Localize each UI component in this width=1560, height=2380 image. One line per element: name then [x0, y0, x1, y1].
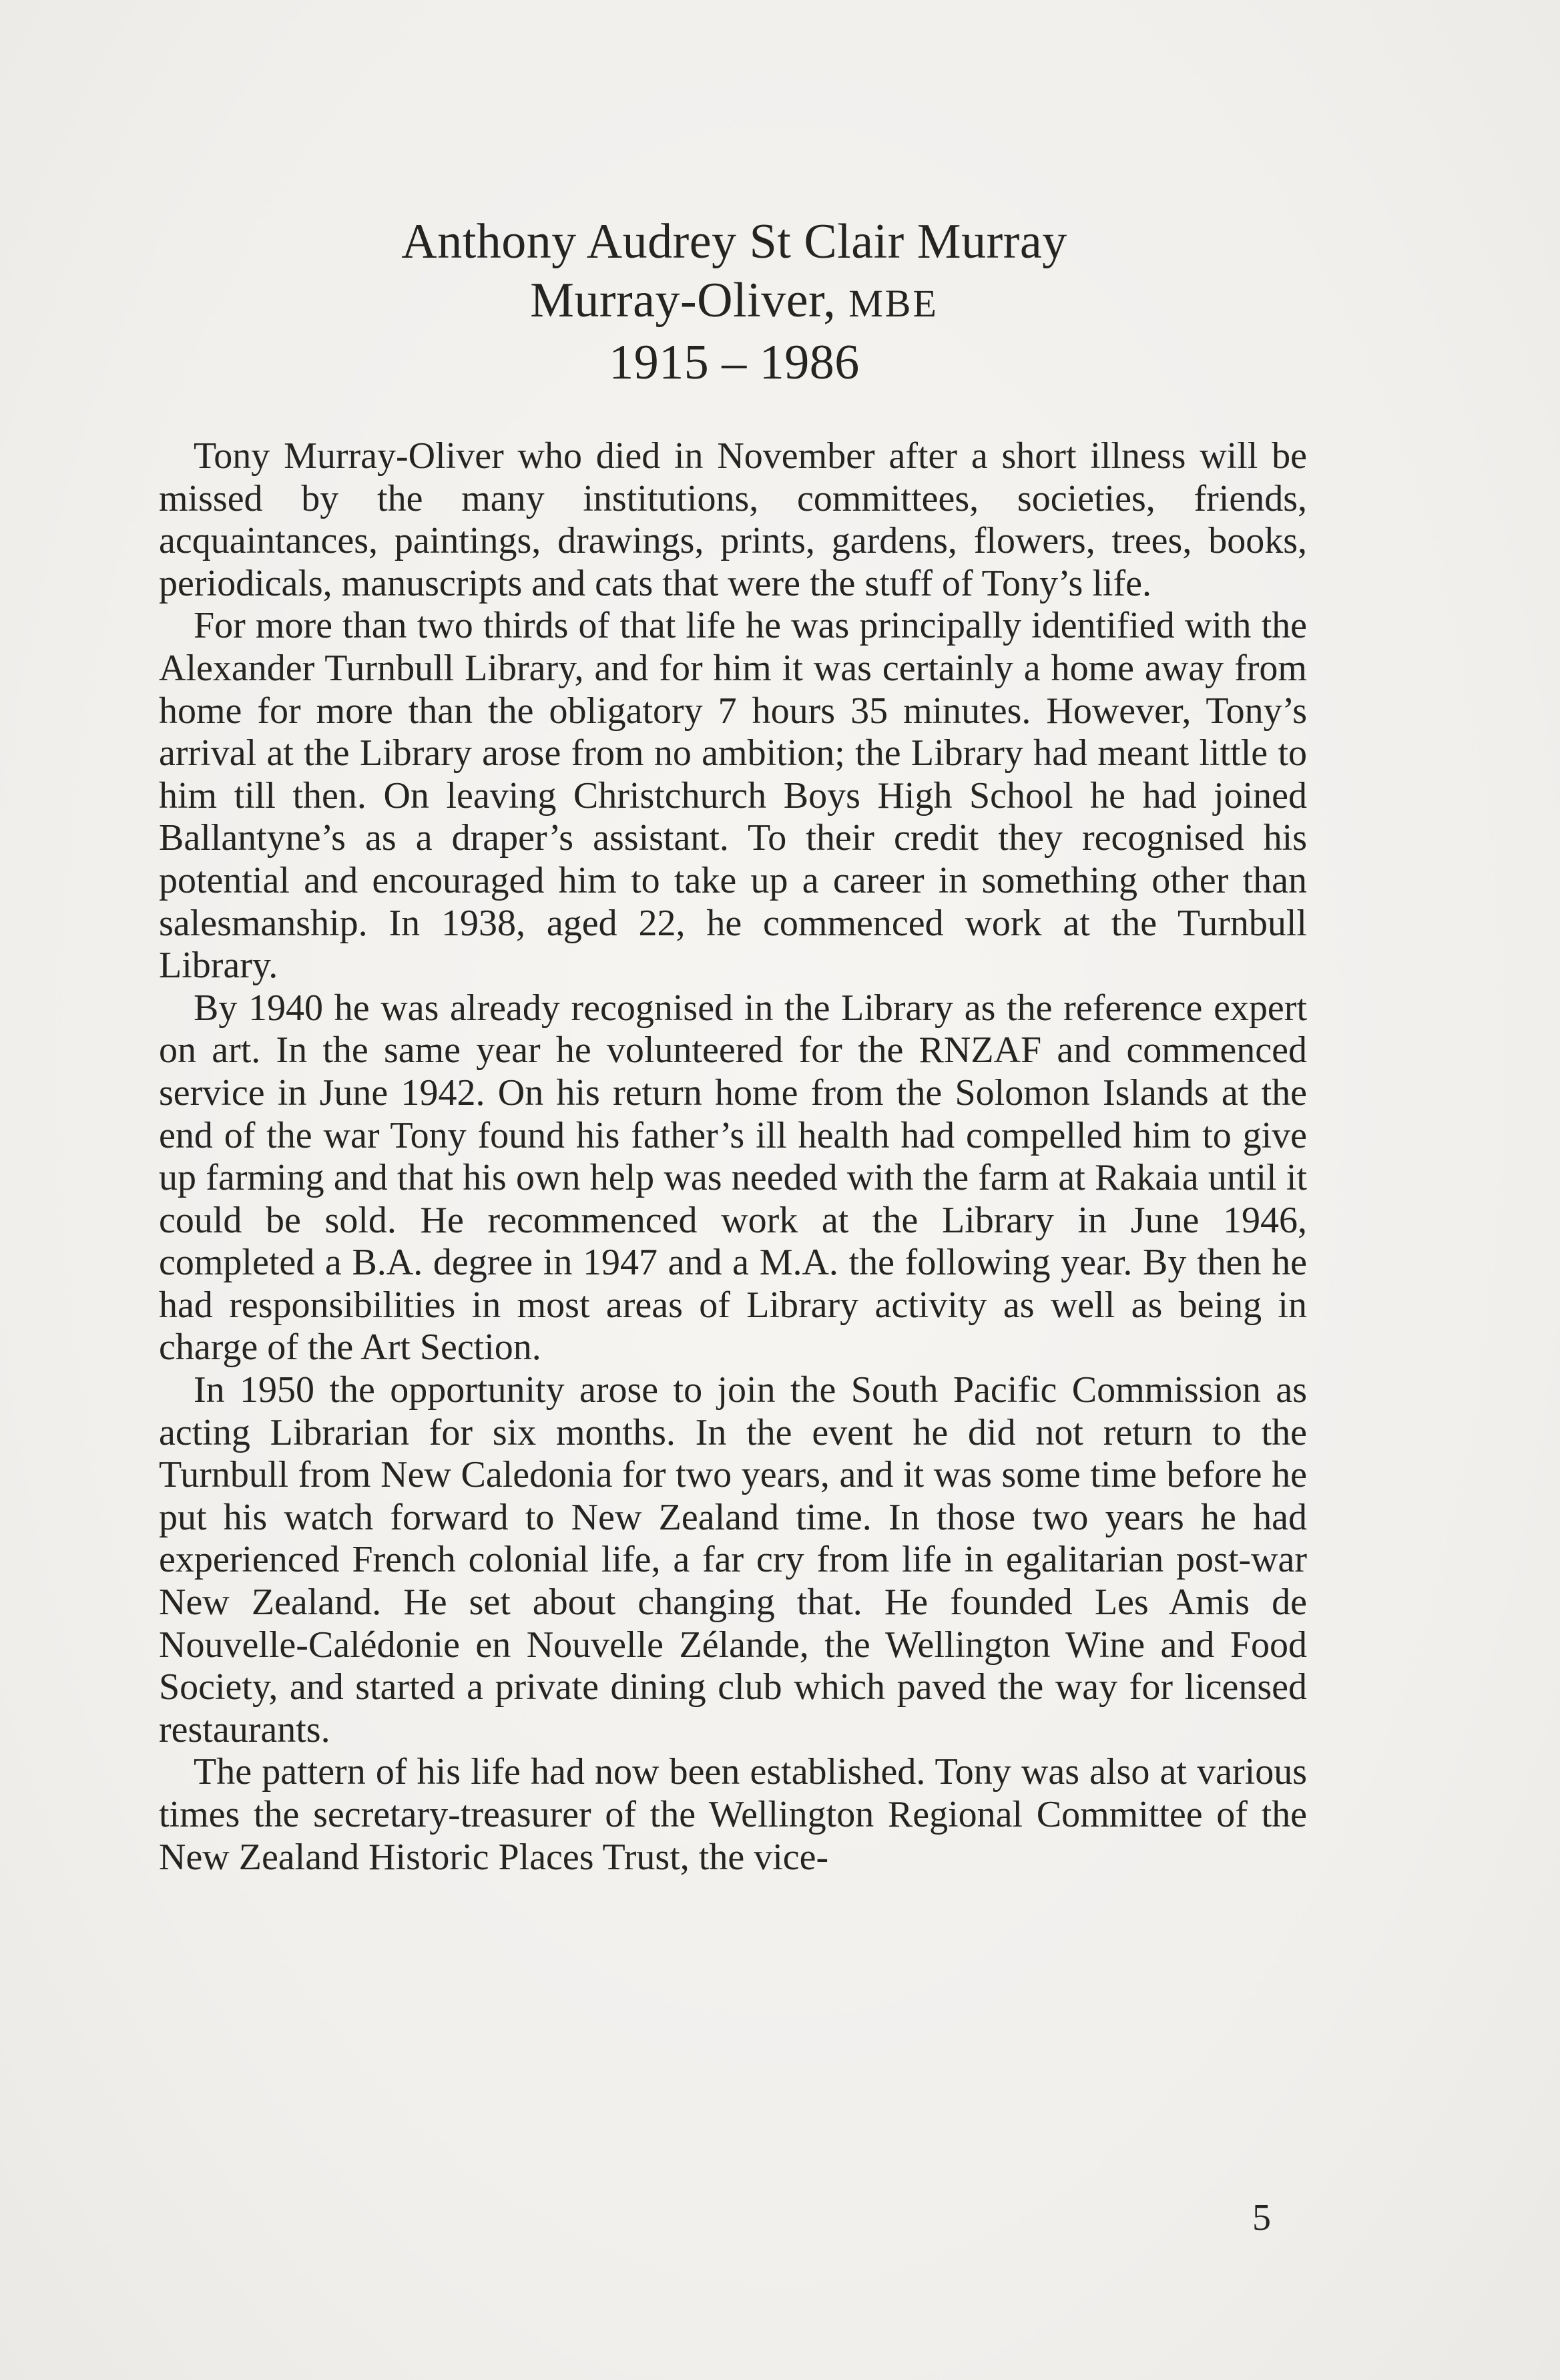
- obituary-body: [159, 435, 1307, 1879]
- page-number: 5: [1252, 2197, 1271, 2238]
- paragraph-4: In 1950 the opportunity arose to join the South Pacific Commission as acting Librarian for six months. In the event he did not return to the Turnbull from New Caledonia for two years, and it was some time before he put his watch forward to New Zealand time. In those two years he had experienced French colonial life, a far cry from life in egalitarian post-war New Zealand. He set about changing that. He founded Les Amis de Nouvelle-Calédonie en Nouvelle Zélande, the Wellington Wine and Food Society, and started a private dining club which paved the way for licensed restaurants.: [159, 1369, 1307, 1750]
- paragraph-3: By 1940 he was already recognised in the Library as the reference expert on art. In the same year he volunteered for the RNZAF and commenced service in June 1942. On his return home from the Solomon Islands at the end of the war Tony found his father’s ill health had compelled him to give up farming and that his own help was needed with the farm at Rakaia until it could be sold. He recommenced work at the Library in June 1946, completed a B.A. degree in 1947 and a M.A. the following year. By then he had responsibilities in most areas of Library activity as well as being in charge of the Art Section.: [159, 987, 1307, 1369]
- paragraph-5: The pattern of his life had now been established. Tony was also at various times the secretary-treasurer of the Wellington Regional Committee of the New Zealand Historic Places Trust, the vice-: [159, 1751, 1307, 1878]
- heading-dates: 1915 – 1986: [609, 335, 860, 390]
- paragraph-2: For more than two thirds of that life he was principally identified with the Alexander Turnbull Library, and for him it was certainly a home away from home for more than the obligatory 7 hours 35 minutes. However, Tony’s arrival at the Library arose from no ambition; the Library had meant little to him till then. On leaving Christchurch Boys High School he had joined Ballantyne’s as a draper’s assistant. To their credit they recognised his potential and encouraged him to take up a career in something other than salesmanship. In 1938, aged 22, he commenced work at the Turnbull Library.: [159, 605, 1307, 987]
- heading-name-line: Anthony Audrey St Clair Murray: [401, 214, 1067, 269]
- heading-surname-line: [160, 271, 1308, 333]
- heading-honour: MBE: [848, 282, 939, 325]
- obituary-heading: [160, 212, 1308, 392]
- paragraph-1: Tony Murray-Oliver who died in November after a short illness will be missed by the many institutions, committees, societies, friends, acquaintances, paintings, drawings, prints, gardens, flowers, trees, books, periodicals, manuscripts and cats that were the stuff of Tony’s life.: [159, 435, 1307, 604]
- heading-surname: Murray-Oliver,: [530, 273, 836, 328]
